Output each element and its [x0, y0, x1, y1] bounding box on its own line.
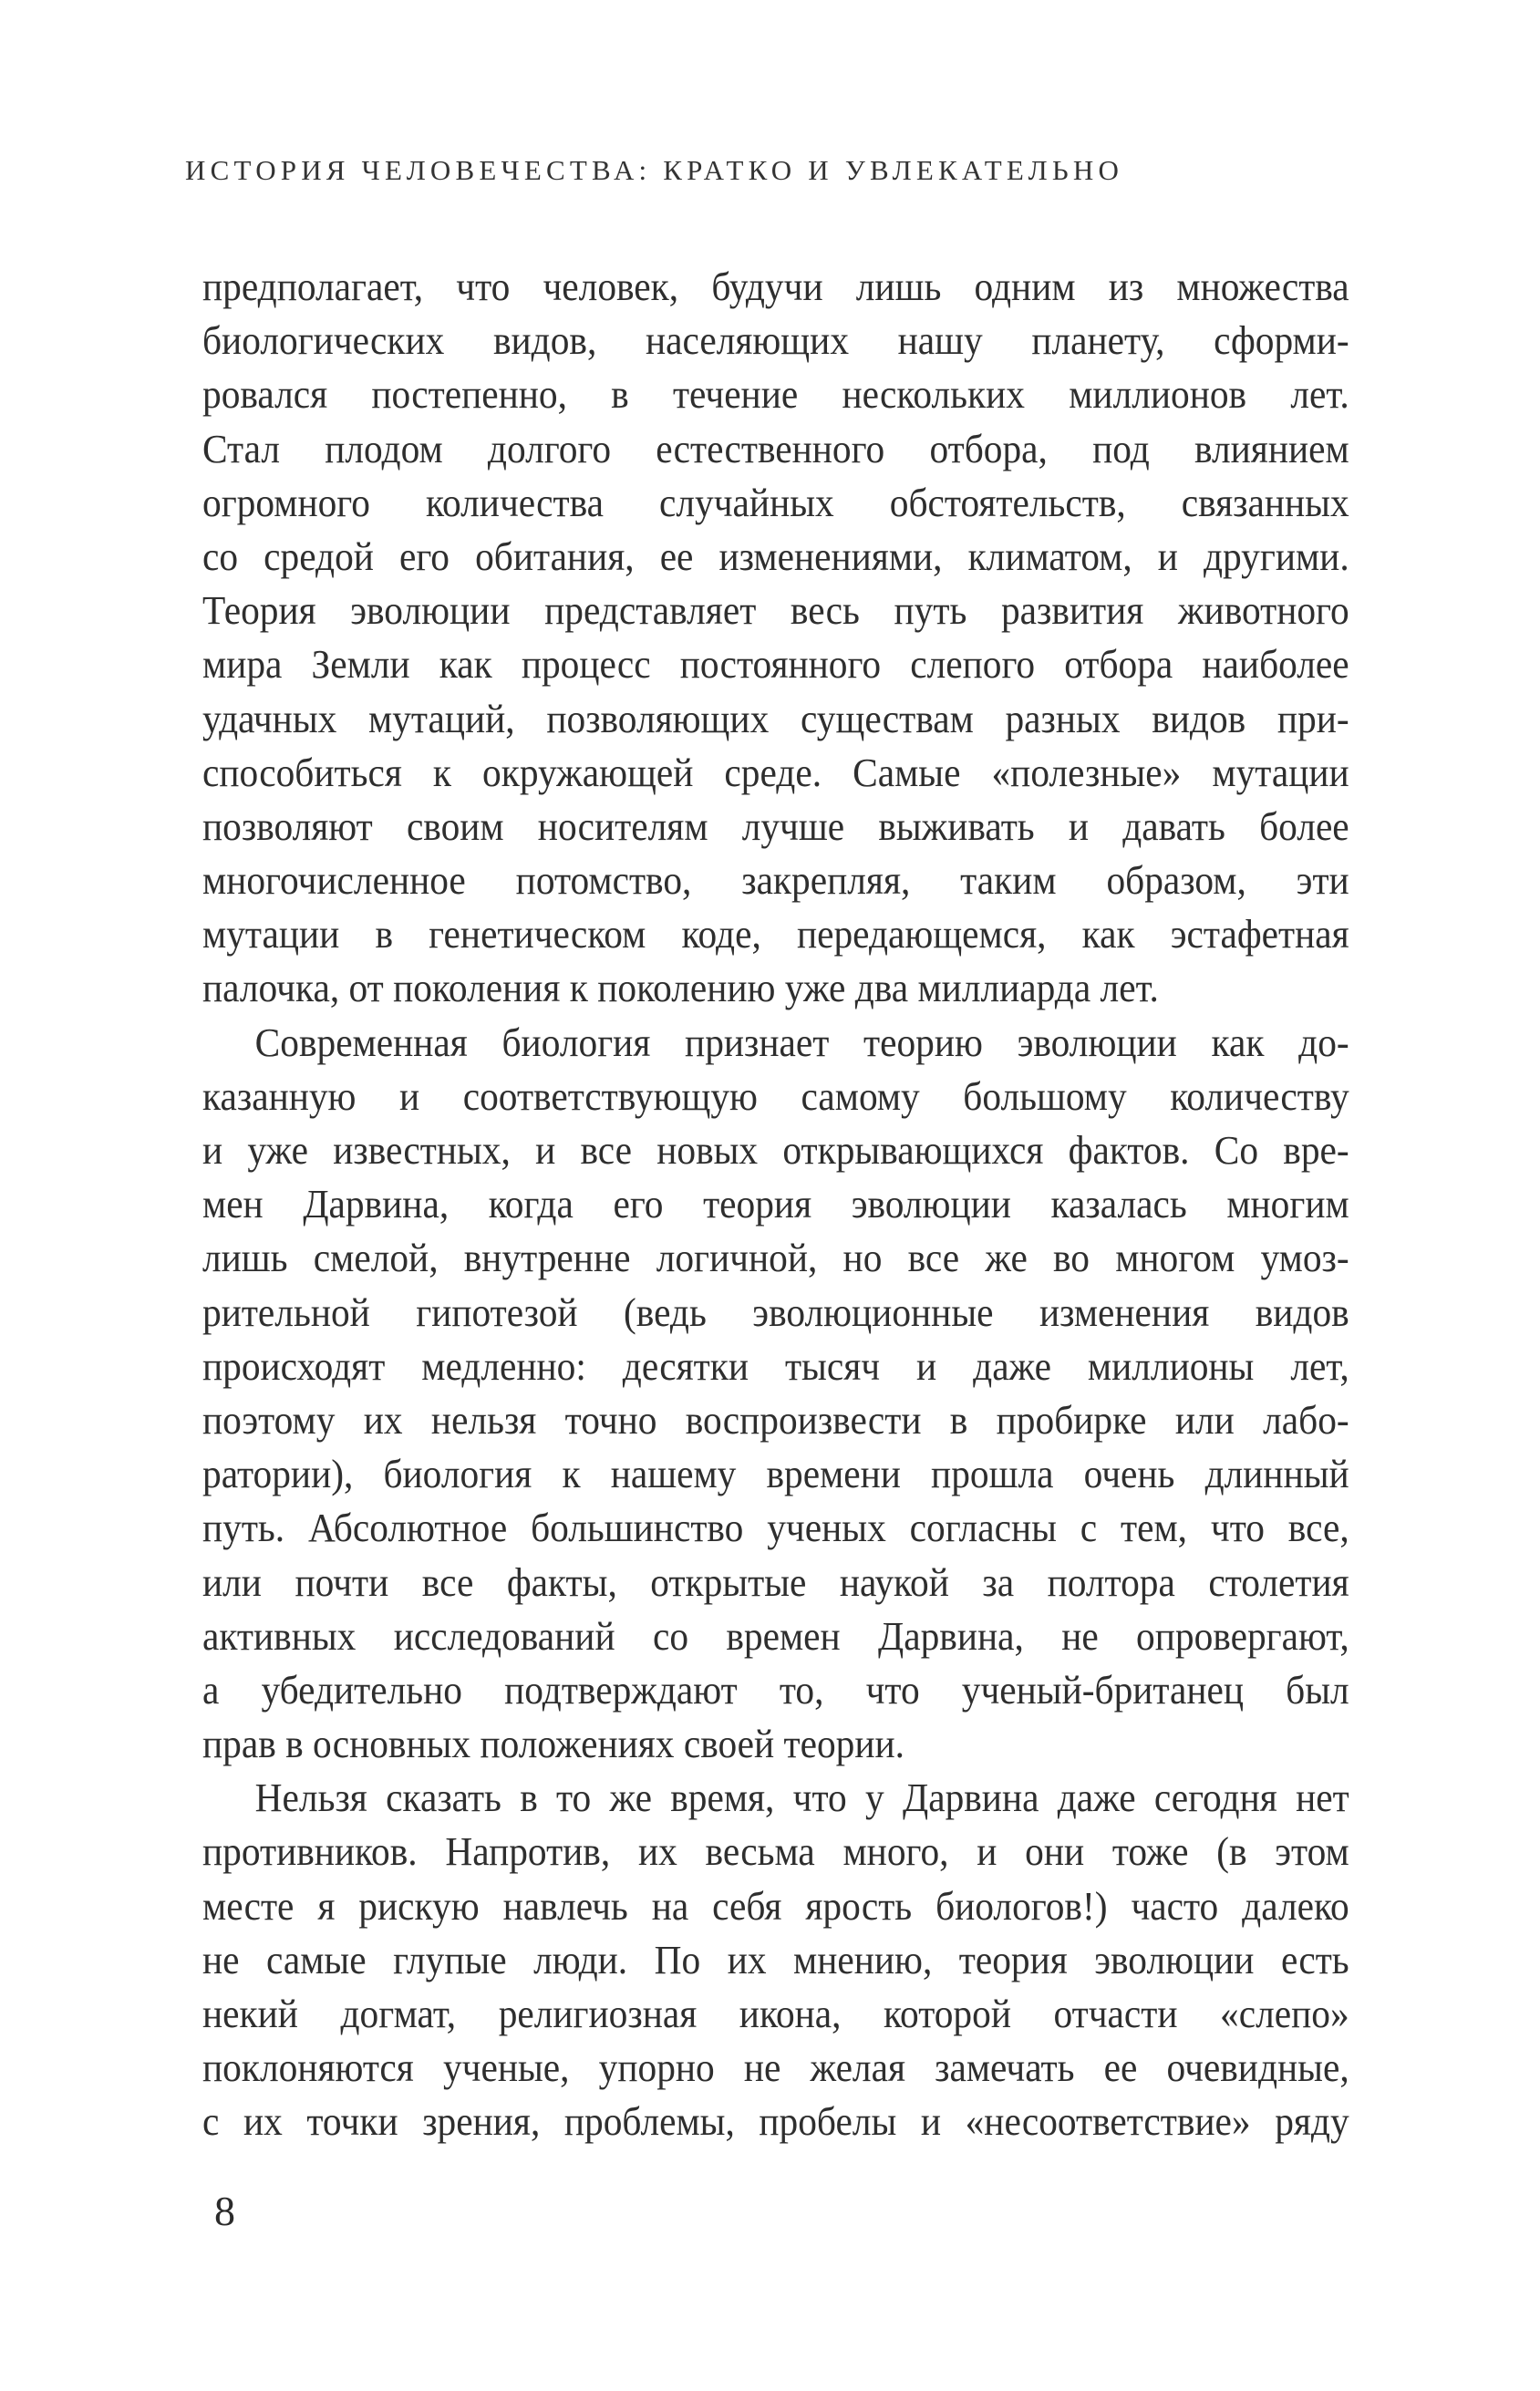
text-line: рительной гипотезой (ведь эволюционные изменения видов: [202, 1289, 1349, 1335]
text-line: активных исследований со времен Дарвина, не опровергают,: [202, 1612, 1349, 1659]
text-line: ровался постепенно, в течение нескольких миллионов лет.: [202, 371, 1349, 418]
text-line: Современная биология признает теорию эволюции как до-: [254, 1019, 1349, 1065]
text-line: биологических видов, населяющих нашу планету, сформи-: [202, 317, 1349, 364]
text-line: или почти все факты, открытые наукой за полтора столетия: [202, 1558, 1349, 1605]
text-line: палочка, от поколения к поколению уже два миллиарда лет.: [202, 965, 1159, 1011]
text-line: способиться к окружающей среде. Самые «полезные» мутации: [202, 749, 1349, 795]
text-line: многочисленное потомство, закрепляя, таким образом, эти: [202, 857, 1349, 904]
text-line: Теория эволюции представляет весь путь развития животного: [202, 587, 1349, 634]
text-line: удачных мутаций, позволяющих существам разных видов при-: [202, 695, 1349, 741]
text-line: со средой его обитания, ее изменениями, климатом, и другими.: [202, 533, 1349, 579]
text-line: мутации в генетическом коде, передающемся, как эстафетная: [202, 911, 1349, 957]
paragraph: [202, 260, 1349, 1016]
page-number: 8: [214, 2188, 235, 2234]
paragraph: [202, 1771, 1349, 2148]
text-line: лишь смелой, внутренне логичной, но все же во многом умоз-: [202, 1235, 1349, 1281]
text-line: поэтому их нельзя точно воспроизвести в пробирке или лабо-: [202, 1396, 1349, 1443]
text-line: ратории), биология к нашему времени прошла очень длинный: [202, 1451, 1349, 1497]
text-line: казанную и соответствующую самому большому количеству: [202, 1072, 1349, 1119]
text-line: не самые глупые люди. По их мнению, теория эволюции есть: [202, 1936, 1349, 1982]
text-line: происходят медленно: десятки тысяч и даже миллионы лет,: [202, 1342, 1349, 1389]
text-line: мен Дарвина, когда его теория эволюции казалась многим: [202, 1181, 1349, 1227]
text-line: поклоняются ученые, упорно не желая замечать ее очевидные,: [202, 2044, 1349, 2091]
text-line: путь. Абсолютное большинство ученых согласны с тем, что все,: [202, 1505, 1349, 1551]
body-text: [202, 260, 1349, 2149]
text-line: мира Земли как процесс постоянного слепого отбора наиболее: [202, 641, 1349, 688]
text-line: месте я рискую навлечь на себя ярость биологов!) часто далеко: [202, 1882, 1349, 1929]
text-line: Стал плодом долгого естественного отбора, под влиянием: [202, 425, 1349, 471]
text-line: некий догмат, религиозная икона, которой отчасти «слепо»: [202, 1991, 1349, 2036]
text-line: противников. Напротив, их весьма много, и они тоже (в этом: [202, 1828, 1349, 1875]
text-line: позволяют своим носителям лучше выживать и давать более: [202, 802, 1349, 849]
text-line: прав в основных положениях своей теории.: [202, 1721, 905, 1767]
text-line: огромного количества случайных обстоятельств, связанных: [202, 479, 1349, 525]
text-line: с их точки зрения, проблемы, пробелы и «несоответствие» ряду: [202, 2098, 1349, 2145]
text-line: предполагает, что человек, будучи лишь одним из множества: [202, 264, 1349, 309]
paragraph: [202, 1016, 1349, 1772]
text-line: Нельзя сказать в то же время, что у Дарвина даже сегодня нет: [254, 1775, 1349, 1821]
running-header: ИСТОРИЯ ЧЕЛОВЕЧЕСТВА: КРАТКО И УВЛЕКАТЕЛЬНО: [185, 154, 1124, 186]
text-line: а убедительно подтверждают то, что ученый-британец был: [202, 1666, 1349, 1713]
text-line: и уже известных, и все новых открывающихся фактов. Со вре-: [202, 1127, 1349, 1173]
